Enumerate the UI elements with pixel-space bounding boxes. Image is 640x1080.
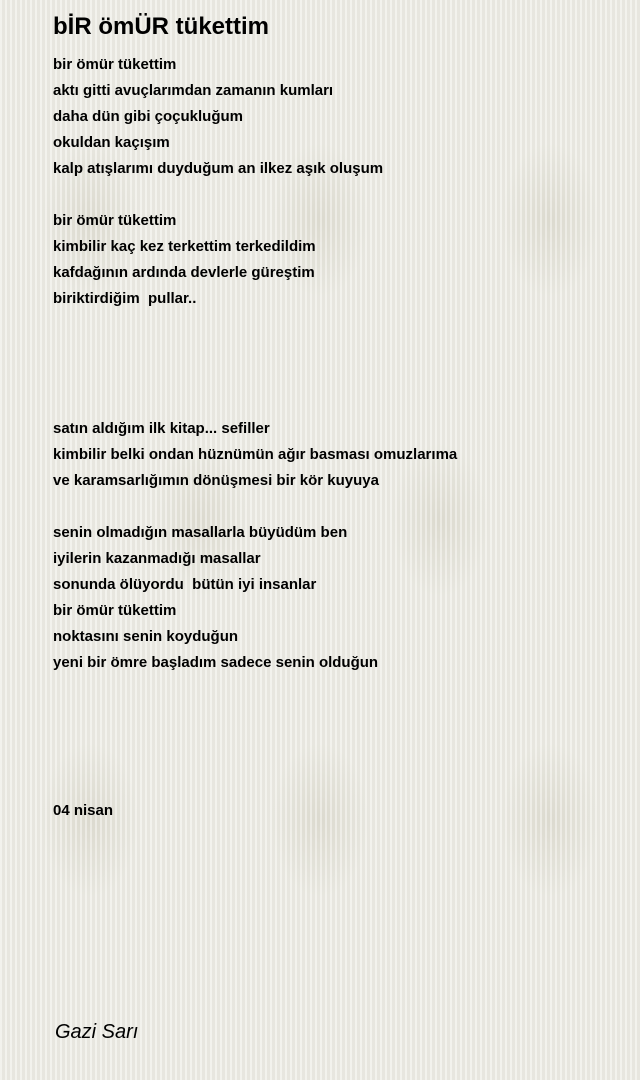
stanza-1 xyxy=(53,52,613,182)
poem-body xyxy=(53,52,613,676)
stanza-3 xyxy=(53,416,613,494)
poem-line: bir ömür tükettim xyxy=(53,212,177,229)
poem-line: aktı gitti avuçlarımdan zamanın kumları xyxy=(53,82,334,99)
poem-line: iyilerin kazanmadığı masallar xyxy=(53,550,261,567)
stanza-gap xyxy=(53,364,613,390)
poem-line: biriktirdiğim pullar.. xyxy=(53,290,197,307)
poem-line: senin olmadığın masallarla büyüdüm ben xyxy=(53,524,348,541)
stanza-gap xyxy=(53,494,613,520)
poem-line: ve karamsarlığımın dönüşmesi bir kör kuyuya xyxy=(53,472,379,489)
poem-line: sonunda ölüyordu bütün iyi insanlar xyxy=(53,576,317,593)
poem-line: daha dün gibi çoçukluğum xyxy=(53,108,244,125)
stanza-4 xyxy=(53,520,613,676)
stanza-gap xyxy=(53,338,613,364)
poem-author: Gazi Sarı xyxy=(55,1021,139,1043)
poem-line: bir ömür tükettim xyxy=(53,602,177,619)
poem-line: satın aldığım ilk kitap... sefiller xyxy=(53,420,270,437)
poem-line: okuldan kaçışım xyxy=(53,134,170,151)
poem-title: bİR ömÜR tükettim xyxy=(53,13,269,40)
stanza-gap xyxy=(53,312,613,338)
poem-line: kimbilir belki ondan hüznümün ağır basması omuzlarıma xyxy=(53,446,458,463)
poem-line: bir ömür tükettim xyxy=(53,56,177,73)
poem-line: yeni bir ömre başladım sadece senin olduğun xyxy=(53,654,379,671)
poem-line: kalp atışlarımı duyduğum an ilkez aşık oluşum xyxy=(53,160,384,177)
stanza-gap xyxy=(53,390,613,416)
poem-line: noktasını senin koyduğun xyxy=(53,628,239,645)
poem-date: 04 nisan xyxy=(53,802,114,819)
poem-line: kafdağının ardında devlerle güreştim xyxy=(53,264,315,281)
stanza-2 xyxy=(53,208,613,312)
stanza-gap xyxy=(53,182,613,208)
poem-line: kimbilir kaç kez terkettim terkedildim xyxy=(53,238,316,255)
